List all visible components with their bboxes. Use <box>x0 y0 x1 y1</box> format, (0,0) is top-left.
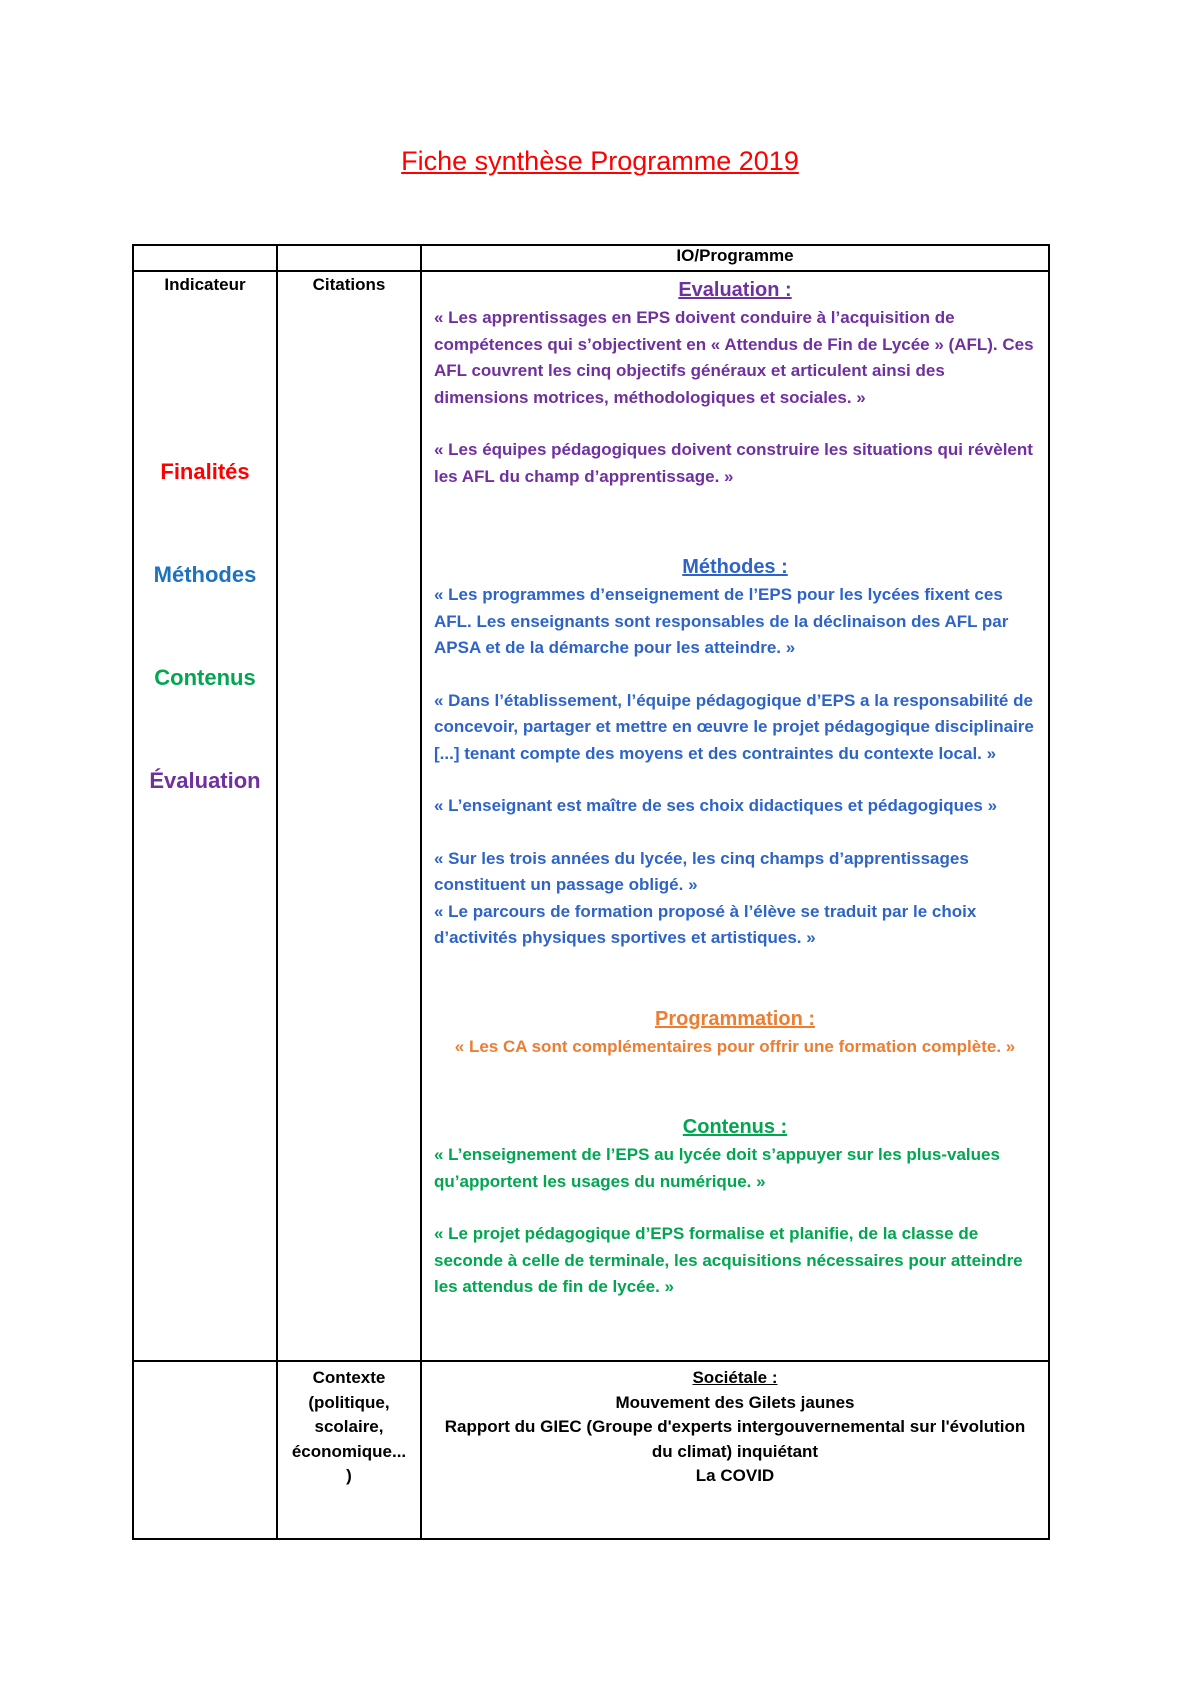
context-item-giec: Rapport du GIEC (Groupe d'experts intergouvernemental sur l'évolution du climat) inquiétant <box>444 1417 1026 1461</box>
contenus-quote-2: « Le projet pédagogique d’EPS formalise et planifie, de la classe de seconde à celle de terminale, les acquisitions nécessaires pour atteindre les attendus de fin de lycée. » <box>434 1224 1023 1296</box>
programmation-heading: Programmation : <box>654 1007 816 1030</box>
indicator-evaluation: Évaluation <box>149 768 261 793</box>
societale-heading: Sociétale : <box>692 1368 778 1387</box>
methodes-quote-3: « L’enseignant est maître de ses choix didactiques et pédagogiques » <box>434 796 998 815</box>
context-item-covid: La COVID <box>695 1466 775 1485</box>
evaluation-quote-2: « Les équipes pédagogiques doivent construire les situations qui révèlent les AFL du champ d’apprentissage. » <box>434 440 1033 486</box>
header-io-programme: IO/Programme <box>421 245 1049 271</box>
methodes-quote-5: « Le parcours de formation proposé à l’élève se traduit par le choix d’activités physiques sportives et artistiques. » <box>434 901 977 947</box>
programme-content-cell <box>421 271 1049 1361</box>
context-label: Contexte (politique, scolaire, économique... ) <box>277 1361 421 1539</box>
indicator-heading: Indicateur <box>164 275 246 294</box>
header-cell-empty-2 <box>277 245 421 271</box>
evaluation-heading: Evaluation : <box>678 279 792 301</box>
evaluation-quote-1: « Les apprentissages en EPS doivent conduire à l’acquisition de compétences qui s’objectivent en « Attendus de Fin de Lycée » (AFL). Ces AFL couvrent les cinq objectifs généraux et articulent ainsi des dimensions motrices, méthodologiques et sociales. » <box>434 308 1034 407</box>
citations-heading: Citations <box>312 275 386 294</box>
indicator-finalites: Finalités <box>160 459 250 484</box>
indicator-contenus: Contenus <box>154 665 256 690</box>
methodes-quote-1: « Les programmes d’enseignement de l’EPS pour les lycées fixent ces AFL. Les enseignants sont responsables de la déclinaison des AFL par APSA et de la démarche pour les atteindre. » <box>434 585 1009 657</box>
contenus-quote-1: « L’enseignement de l’EPS au lycée doit s’appuyer sur les plus-values qu’apportent les usages du numérique. » <box>434 1145 1000 1191</box>
indicator-list <box>134 455 276 798</box>
methodes-quote-4: « Sur les trois années du lycée, les cinq champs d’apprentissages constituent un passage obligé. » <box>434 848 969 894</box>
indicator-cell <box>133 271 277 1361</box>
main-row <box>133 271 1049 1361</box>
context-row <box>133 1361 1049 1539</box>
context-empty-cell <box>133 1361 277 1539</box>
table-header-row <box>133 245 1049 271</box>
header-cell-empty-1 <box>133 245 277 271</box>
methodes-heading: Méthodes : <box>682 556 788 578</box>
methodes-quote-2: « Dans l’établissement, l’équipe pédagogique d’EPS a la responsabilité de concevoir, partager et mettre en œuvre le projet pédagogique disciplinaire [...] tenant compte des moyens et des contraintes du contexte local. » <box>434 690 1034 763</box>
synthesis-table <box>132 244 1050 1540</box>
citations-cell <box>277 271 421 1361</box>
page-title: Fiche synthèse Programme 2019 <box>401 146 799 176</box>
context-item-gilets-jaunes: Mouvement des Gilets jaunes <box>615 1392 855 1412</box>
indicator-methodes: Méthodes <box>153 562 257 587</box>
context-content-cell <box>421 1361 1049 1539</box>
contenus-heading: Contenus : <box>682 1116 788 1138</box>
programmation-quote-1: « Les CA sont complémentaires pour offrir une formation complète. » <box>454 1036 1016 1056</box>
